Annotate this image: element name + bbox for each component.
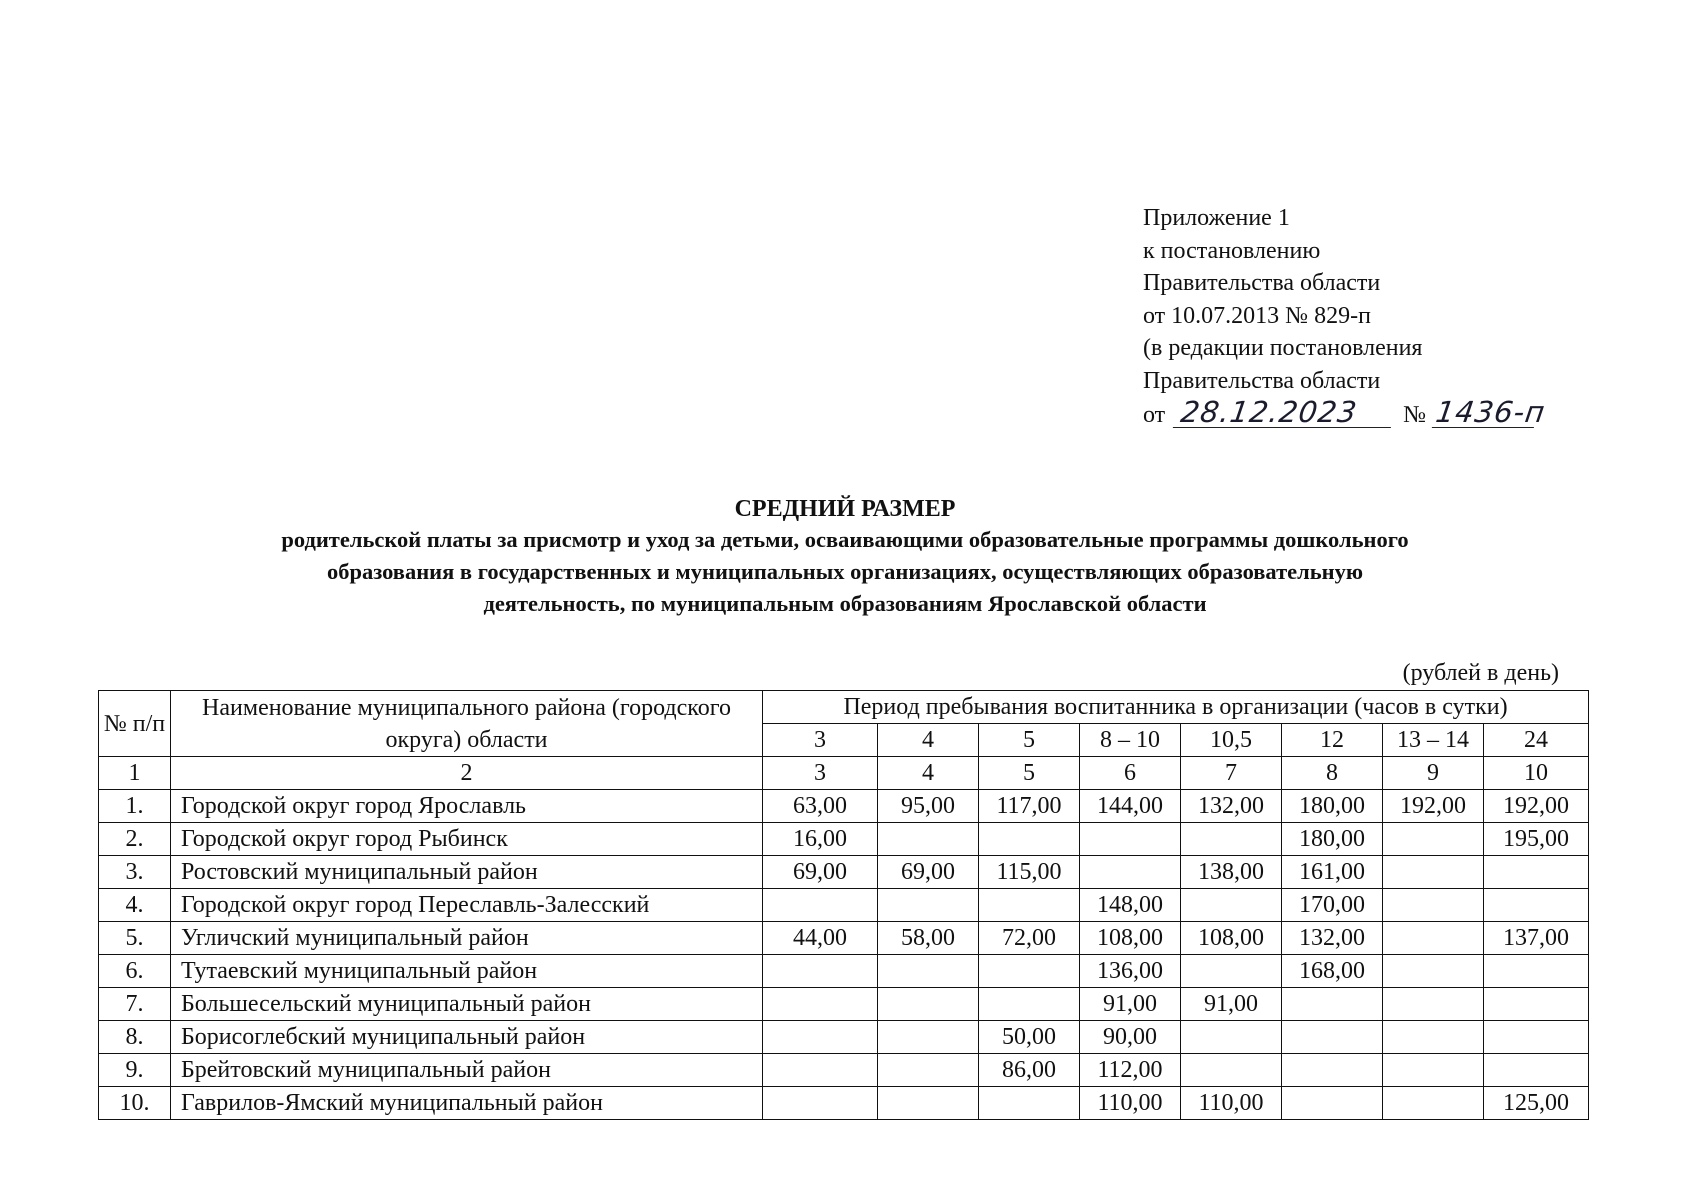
annex-line: Правительства области	[1143, 367, 1381, 394]
fee-value: 72,00	[979, 922, 1080, 955]
title-subtitle-line: образования в государственных и муниципальных организациях, осуществляющих образовательную	[326, 559, 1364, 584]
fee-value: 69,00	[878, 856, 979, 889]
fee-value	[878, 1021, 979, 1054]
fee-value: 112,00	[1080, 1054, 1181, 1087]
fee-value	[878, 1054, 979, 1087]
fee-value	[763, 1054, 878, 1087]
annex-line: Правительства области	[1143, 270, 1381, 296]
fee-value: 58,00	[878, 922, 979, 955]
table-row	[99, 922, 1589, 955]
fee-value: 125,00	[1484, 1087, 1589, 1120]
header-hours: 4	[878, 724, 979, 757]
fee-value	[1080, 856, 1181, 889]
column-number: 3	[763, 757, 878, 790]
table-row	[99, 856, 1589, 889]
row-number: 5.	[99, 922, 171, 955]
column-number: 7	[1181, 757, 1282, 790]
row-number: 10.	[99, 1087, 171, 1120]
column-number: 9	[1383, 757, 1484, 790]
row-number: 3.	[99, 856, 171, 889]
fee-value: 148,00	[1080, 889, 1181, 922]
fee-value: 91,00	[1080, 988, 1181, 1021]
annex-signature-line	[1143, 395, 1548, 432]
column-number: 6	[1080, 757, 1181, 790]
fee-value	[1383, 889, 1484, 922]
column-number: 10	[1484, 757, 1589, 790]
fee-value: 69,00	[763, 856, 878, 889]
units-label: (рублей в день)	[1402, 660, 1559, 686]
table-row	[99, 988, 1589, 1021]
handwritten-date: 28.12.2023	[1173, 397, 1395, 428]
fee-value	[878, 823, 979, 856]
fee-value: 192,00	[1484, 790, 1589, 823]
fee-value: 63,00	[763, 790, 878, 823]
from-label: от	[1143, 402, 1166, 428]
table-row	[99, 1021, 1589, 1054]
fee-value	[763, 988, 878, 1021]
table-row	[99, 889, 1589, 922]
fee-value	[878, 955, 979, 988]
fee-value	[1383, 1087, 1484, 1120]
row-number: 7.	[99, 988, 171, 1021]
row-number: 6.	[99, 955, 171, 988]
fee-value: 50,00	[979, 1021, 1080, 1054]
fee-value	[1484, 955, 1589, 988]
fee-value	[1282, 988, 1383, 1021]
fee-value	[1282, 1087, 1383, 1120]
annex-line: (в редакции постановления	[1143, 335, 1423, 361]
column-number: 1	[99, 757, 171, 790]
fee-value	[763, 1021, 878, 1054]
district-name: Городской округ город Переславль-Залесский	[171, 889, 763, 922]
fee-value	[979, 1087, 1080, 1120]
column-number: 4	[878, 757, 979, 790]
row-number: 2.	[99, 823, 171, 856]
annex-block	[1143, 202, 1548, 432]
fee-value: 144,00	[1080, 790, 1181, 823]
fee-value	[763, 889, 878, 922]
fee-value: 137,00	[1484, 922, 1589, 955]
district-name: Городской округ город Ярославль	[171, 790, 763, 823]
fee-value	[1383, 856, 1484, 889]
document-title	[60, 494, 1630, 620]
district-name: Гаврилов-Ямский муниципальный район	[171, 1087, 763, 1120]
fee-value	[878, 1087, 979, 1120]
table-row	[99, 955, 1589, 988]
fee-value	[1383, 823, 1484, 856]
fee-value: 138,00	[1181, 856, 1282, 889]
header-hours: 5	[979, 724, 1080, 757]
annex-line: к постановлению	[1143, 237, 1321, 264]
title-subtitle-line: деятельность, по муниципальным образованиям Ярославской области	[483, 591, 1207, 616]
table-row	[99, 823, 1589, 856]
fee-value	[1484, 1054, 1589, 1087]
table-row	[99, 790, 1589, 823]
fees-table	[98, 690, 1589, 1120]
fee-value: 108,00	[1080, 922, 1181, 955]
district-name: Угличский муниципальный район	[171, 922, 763, 955]
fee-value	[1181, 1021, 1282, 1054]
fee-value: 90,00	[1080, 1021, 1181, 1054]
header-name: Наименование муниципального района (городского округа) области	[171, 691, 763, 757]
fee-value: 168,00	[1282, 955, 1383, 988]
district-name: Брейтовский муниципальный район	[171, 1054, 763, 1087]
fee-value	[763, 955, 878, 988]
fee-value	[1484, 856, 1589, 889]
header-hours: 12	[1282, 724, 1383, 757]
header-hours: 10,5	[1181, 724, 1282, 757]
row-number: 8.	[99, 1021, 171, 1054]
number-label: №	[1403, 402, 1427, 428]
column-number: 2	[171, 757, 763, 790]
district-name: Борисоглебский муниципальный район	[171, 1021, 763, 1054]
title-subtitle-line: родительской платы за присмотр и уход за детьми, осваивающими образовательные программы дошкольного	[281, 527, 1409, 552]
fee-value	[979, 889, 1080, 922]
fee-value: 195,00	[1484, 823, 1589, 856]
row-number: 4.	[99, 889, 171, 922]
table-header-row	[99, 691, 1589, 724]
fee-value	[878, 988, 979, 1021]
fee-value	[1383, 988, 1484, 1021]
fee-value	[1383, 1054, 1484, 1087]
fee-value	[1282, 1054, 1383, 1087]
fee-value: 132,00	[1282, 922, 1383, 955]
annex-line: Приложение 1	[1143, 205, 1290, 231]
fee-value: 95,00	[878, 790, 979, 823]
table-row	[99, 1054, 1589, 1087]
fee-value: 170,00	[1282, 889, 1383, 922]
header-hours: 24	[1484, 724, 1589, 757]
fee-value	[1181, 955, 1282, 988]
district-name: Тутаевский муниципальный район	[171, 955, 763, 988]
fee-value	[1383, 1021, 1484, 1054]
header-hours: 3	[763, 724, 878, 757]
table-row	[99, 1087, 1589, 1120]
header-hours: 8 – 10	[1080, 724, 1181, 757]
column-number: 5	[979, 757, 1080, 790]
row-number: 9.	[99, 1054, 171, 1087]
header-period: Период пребывания воспитанника в организации (часов в сутки)	[763, 691, 1589, 724]
fee-value: 16,00	[763, 823, 878, 856]
district-name: Городской округ город Рыбинск	[171, 823, 763, 856]
fee-value: 110,00	[1080, 1087, 1181, 1120]
fee-value: 86,00	[979, 1054, 1080, 1087]
fee-value	[1383, 922, 1484, 955]
fee-value	[1484, 1021, 1589, 1054]
fee-value	[1181, 889, 1282, 922]
fee-value: 180,00	[1282, 823, 1383, 856]
title-main: СРЕДНИЙ РАЗМЕР	[734, 496, 956, 522]
fee-value: 91,00	[1181, 988, 1282, 1021]
fee-value: 110,00	[1181, 1087, 1282, 1120]
fee-value	[1484, 988, 1589, 1021]
fee-value	[979, 988, 1080, 1021]
fee-value	[1181, 1054, 1282, 1087]
fee-value	[979, 823, 1080, 856]
handwritten-number: 1436-п	[1433, 395, 1548, 429]
fee-value	[1282, 1021, 1383, 1054]
fee-value	[1080, 823, 1181, 856]
fee-value	[1383, 955, 1484, 988]
fee-value	[1484, 889, 1589, 922]
header-num: № п/п	[99, 691, 171, 757]
row-number: 1.	[99, 790, 171, 823]
fee-value: 161,00	[1282, 856, 1383, 889]
fee-value: 136,00	[1080, 955, 1181, 988]
fee-value: 115,00	[979, 856, 1080, 889]
fee-value: 44,00	[763, 922, 878, 955]
fee-value: 117,00	[979, 790, 1080, 823]
fee-value	[878, 889, 979, 922]
fee-value: 180,00	[1282, 790, 1383, 823]
district-name: Ростовский муниципальный район	[171, 856, 763, 889]
fee-value: 108,00	[1181, 922, 1282, 955]
header-hours: 13 – 14	[1383, 724, 1484, 757]
fee-value	[763, 1087, 878, 1120]
annex-line: от 10.07.2013 № 829-п	[1143, 302, 1371, 329]
fee-value: 132,00	[1181, 790, 1282, 823]
fee-value: 192,00	[1383, 790, 1484, 823]
fee-value	[1181, 823, 1282, 856]
fee-value	[979, 955, 1080, 988]
column-number-row	[99, 757, 1589, 790]
column-number: 8	[1282, 757, 1383, 790]
district-name: Большесельский муниципальный район	[171, 988, 763, 1021]
